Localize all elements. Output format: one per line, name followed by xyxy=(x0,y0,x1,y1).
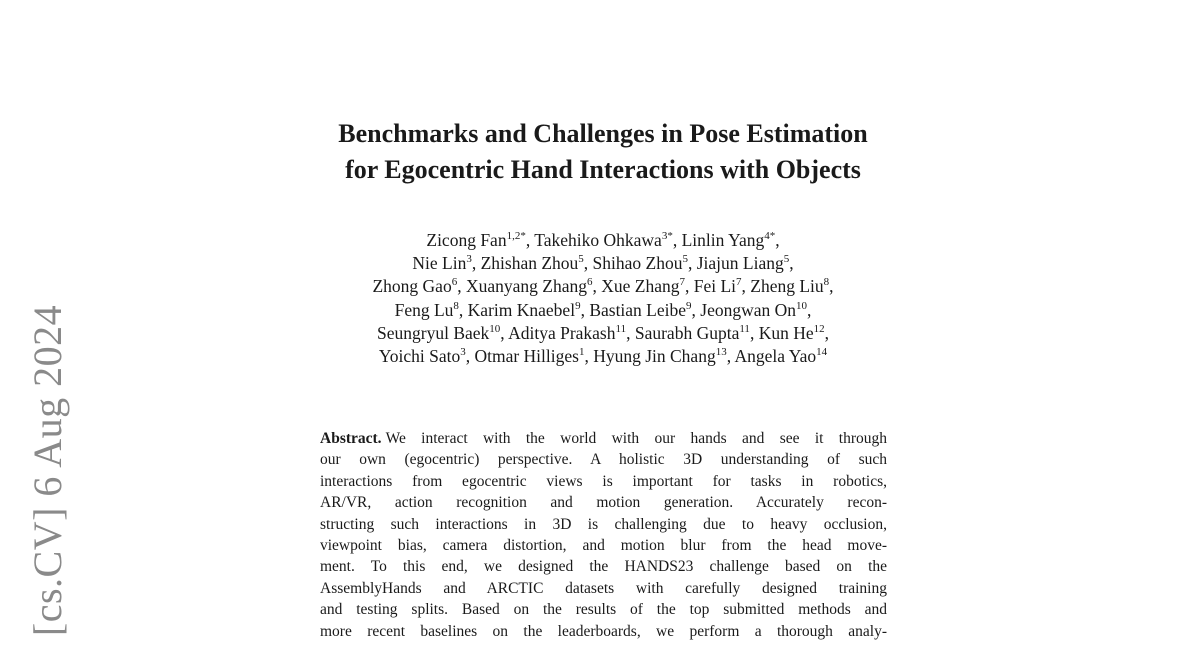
author-affiliation: 13 xyxy=(715,346,727,359)
abstract-line xyxy=(320,428,887,449)
author xyxy=(589,300,691,320)
author-name: Zhishan Zhou xyxy=(480,253,579,274)
author-name: Zhong Gao xyxy=(372,276,452,297)
author xyxy=(377,323,500,343)
author-name: Yoichi Sato xyxy=(378,346,461,367)
author-affiliation: 5 xyxy=(682,253,688,266)
abstract-text: more recent baselines on the leaderboards, we perform a thorough analy- xyxy=(320,622,887,640)
author xyxy=(694,276,742,296)
author xyxy=(635,323,750,343)
author-affiliation: 6 xyxy=(451,276,458,289)
author-affiliation: 1 xyxy=(578,346,585,359)
author-affiliation: 1,2* xyxy=(506,230,526,242)
title-line-1: Benchmarks and Challenges in Pose Estimation xyxy=(338,119,868,148)
author xyxy=(468,300,581,320)
author-name: Zheng Liu xyxy=(750,276,824,297)
author-line: Yoichi Sato$^3$, Otmar Hilliges$^1$, Hyung Jin Chang$^{13}$, Angela Yao$^{14}$ xyxy=(378,346,828,367)
author-affiliation: 3* xyxy=(661,230,673,242)
author-name: Nie Lin xyxy=(412,253,467,274)
author-name: Takehiko Ohkawa xyxy=(534,230,662,250)
author-line: Seungryul Baek$^{10}$, Aditya Prakash$^{11}$, Saurabh Gupta$^{11}$, Kun He$^{12}$, xyxy=(377,322,829,343)
author-line: Feng Lu$^8$, Karim Knaebel$^9$, Bastian Leibe$^9$, Jeongwan On$^{10}$, xyxy=(394,299,812,320)
author xyxy=(395,300,459,320)
author-affiliation: 6 xyxy=(586,276,593,289)
author xyxy=(508,323,626,343)
abstract-line xyxy=(320,471,887,492)
author xyxy=(379,346,466,366)
author xyxy=(372,276,457,296)
author-name: Zicong Fan xyxy=(426,230,507,250)
author-name: Aditya Prakash xyxy=(508,322,616,343)
author-name: Linlin Yang xyxy=(681,230,765,250)
abstract-line xyxy=(320,449,887,470)
author-name: Seungryul Baek xyxy=(377,322,490,343)
author-affiliation: 3 xyxy=(460,346,466,359)
author-name: Karim Knaebel xyxy=(467,299,576,320)
author xyxy=(474,346,584,366)
abstract-line xyxy=(320,535,887,556)
abstract-line xyxy=(320,578,887,599)
author-affiliation: 4* xyxy=(764,230,776,242)
author-name: Kun He xyxy=(758,322,814,343)
title-line-2: for Egocentric Hand Interactions with Objects xyxy=(345,155,861,184)
author xyxy=(601,276,685,296)
author-affiliation: 3 xyxy=(466,253,472,266)
author-affiliation: 10 xyxy=(489,322,501,335)
abstract xyxy=(320,428,887,642)
author xyxy=(759,323,825,343)
author xyxy=(697,253,790,273)
author xyxy=(700,300,807,320)
author xyxy=(481,253,584,273)
author-affiliation: 5 xyxy=(578,253,584,266)
abstract-text: and testing splits. Based on the results of the top submitted methods and xyxy=(320,601,887,619)
abstract-line xyxy=(320,599,887,620)
author-line: Nie Lin$^3$, Zhishan Zhou$^5$, Shihao Zhou$^5$, Jiajun Liang$^5$, xyxy=(412,253,794,274)
author xyxy=(593,253,688,273)
author-affiliation: 11 xyxy=(739,322,750,335)
author xyxy=(682,230,776,250)
author-affiliation: 9 xyxy=(575,299,581,312)
author-affiliation: 9 xyxy=(686,299,692,312)
abstract-text: viewpoint bias, camera distortion, and motion blur from the head move- xyxy=(320,537,887,555)
author xyxy=(466,276,593,296)
author xyxy=(750,276,829,296)
arxiv-stamp-text: [cs.CV] 6 Aug 2024 xyxy=(25,304,71,636)
author-affiliation: 11 xyxy=(615,322,627,335)
abstract-text: AssemblyHands and ARCTIC datasets with carefully designed training xyxy=(320,579,887,597)
author-affiliation: 7 xyxy=(736,276,742,289)
author-name: Jiajun Liang xyxy=(696,253,784,274)
abstract-line xyxy=(320,621,887,642)
author-affiliation: 8 xyxy=(823,276,830,289)
abstract-text: structing such interactions in 3D is challenging due to heavy occlusion, xyxy=(320,515,887,533)
author xyxy=(735,346,828,366)
arxiv-side-stamp xyxy=(27,300,69,640)
abstract-line xyxy=(320,556,887,577)
author xyxy=(593,346,727,366)
abstract-text: interactions from egocentric views is important for tasks in robotics, xyxy=(320,472,887,490)
author-name: Xuanyang Zhang xyxy=(465,276,587,297)
author-name: Fei Li xyxy=(693,276,737,297)
abstract-label: Abstract. xyxy=(320,430,382,447)
author xyxy=(426,230,525,250)
author-line: Zicong Fan$^{1,2*}$, Takehiko Ohkawa$^{3*}$, Linlin Yang$^{4*}$, xyxy=(426,230,780,250)
author-affiliation: 8 xyxy=(453,299,459,312)
abstract-text: AR/VR, action recognition and motion generation. Accurately recon- xyxy=(320,494,887,512)
author-affiliation: 10 xyxy=(796,299,808,312)
author-name: Xue Zhang xyxy=(601,276,680,297)
author-affiliation: 12 xyxy=(813,322,825,335)
author-name: Bastian Leibe xyxy=(589,299,687,320)
abstract-text: We interact with the world with our hands and see it through xyxy=(385,430,887,447)
author-line: Zhong Gao$^6$, Xuanyang Zhang$^6$, Xue Zhang$^7$, Fei Li$^7$, Zheng Liu$^8$, xyxy=(372,276,834,297)
author-name: Feng Lu xyxy=(394,299,454,320)
abstract-line xyxy=(320,514,887,535)
author-name: Hyung Jin Chang xyxy=(593,346,716,367)
author-affiliation: 5 xyxy=(783,253,790,266)
abstract-text: our own (egocentric) perspective. A holistic 3D understanding of such xyxy=(320,451,887,469)
abstract-line xyxy=(320,492,887,513)
paper-title xyxy=(200,116,1006,188)
author-name: Angela Yao xyxy=(734,346,817,367)
author-name: Otmar Hilliges xyxy=(474,346,579,367)
abstract-text: ment. To this end, we designed the HANDS23 challenge based on the xyxy=(320,558,887,576)
author-name: Shihao Zhou xyxy=(592,253,683,274)
author-name: Jeongwan On xyxy=(700,299,797,320)
author-affiliation: 14 xyxy=(816,346,828,359)
author-list xyxy=(250,229,956,368)
author xyxy=(412,253,471,273)
author-name: Saurabh Gupta xyxy=(634,322,740,343)
author xyxy=(534,230,673,250)
author-affiliation: 7 xyxy=(679,276,685,289)
